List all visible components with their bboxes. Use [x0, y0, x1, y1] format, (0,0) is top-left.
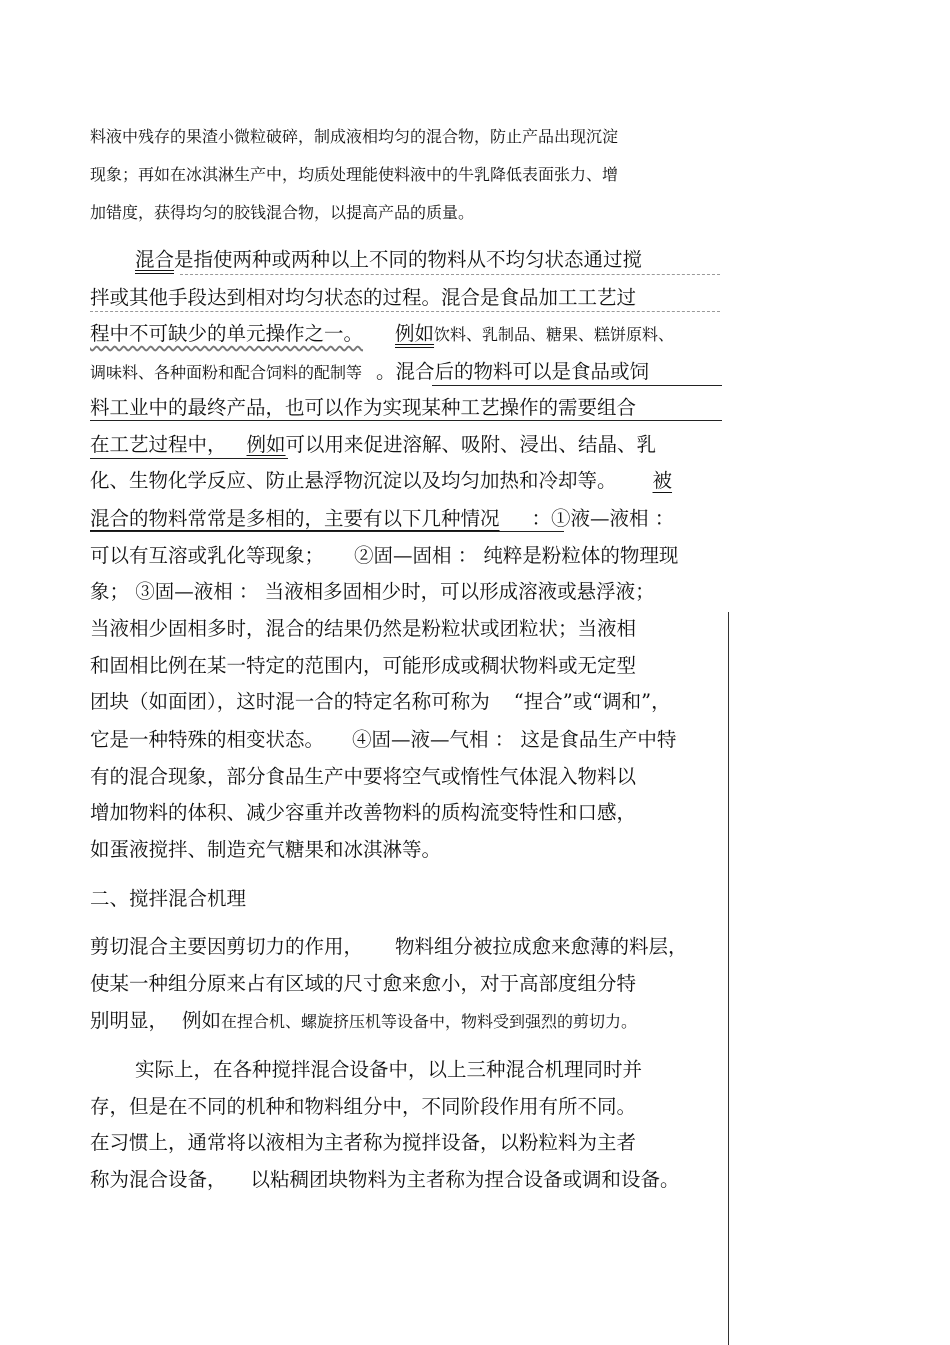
- text-span: 化、生物化学反应、防止悬浮物沉淀以及均匀加热和冷却等。: [90, 469, 617, 492]
- text-line: [90, 205, 474, 221]
- text-line: [90, 582, 655, 602]
- text-span: 存，但是在不同的机种和物料组分中，不同阶段作用有所不同。: [90, 1095, 637, 1118]
- text-span: 如蛋液搅拌、制造充气糖果和冰淇淋等。: [90, 838, 442, 861]
- text-line: [90, 167, 618, 183]
- solid-underline: [90, 458, 288, 459]
- term-mixing: 混合: [135, 248, 175, 271]
- text-line: [90, 509, 674, 529]
- text-line: [90, 129, 618, 145]
- text-line: [90, 362, 649, 382]
- text-span: 别明显，: [90, 1009, 169, 1032]
- text-span: “捏合”或“调和”，: [513, 690, 671, 713]
- text-span: 象； ③固—液相 ： 当液相多固相少时，可以形成溶液或悬浮液；: [90, 580, 655, 603]
- text-span: 。: [376, 360, 396, 383]
- text-span: ②固—固相 ： 纯粹是粉粒体的物理现: [354, 544, 679, 567]
- text-span: 料液中残存的果渣小微粒破碎，制成液相均匀的混合物，防止产品出现沉淀: [90, 127, 619, 146]
- text-line: [90, 840, 441, 860]
- text-span: 有的混合现象，部分食品生产中要将空气或惰性气体混入物料以: [90, 765, 637, 788]
- text-line: [90, 656, 636, 676]
- text-span: 增加物料的体积、减少容重并改善物料的质构流变特性和口感，: [90, 801, 637, 824]
- text-span: ④固—液—气相 ： 这是食品生产中特: [352, 728, 677, 751]
- text-span: 在习惯上，通常将以液相为主者称为搅拌设备，以粉粒料为主者: [90, 1131, 637, 1154]
- text-line: [90, 767, 636, 787]
- text-span: 现象；再如在冰淇淋生产中，均质处理能使料液中的牛乳降低表面张力、增: [90, 165, 619, 184]
- section-heading: [90, 889, 246, 909]
- text-span: 称为混合设备，: [90, 1168, 227, 1191]
- text-line: [90, 288, 636, 308]
- wavy-underline: [180, 274, 720, 275]
- text-span: 使某一种组分原来占有区域的尺寸愈来愈小，对于高部度组分特: [90, 972, 637, 995]
- text-span: 拌或其他手段达到相对均匀状态的过程。混合是食品加工工艺过: [90, 286, 637, 309]
- text-span: 混合后的物料可以是食品或饲: [395, 360, 650, 383]
- text-line: [90, 803, 636, 823]
- heading-text: 二、搅拌混合机理: [90, 887, 247, 910]
- text-span: 在捏合机、螺旋挤压机等设备中，物料受到强烈的剪切力。: [221, 1012, 638, 1031]
- text-span: 实际上，在各种搅拌混合设备中，以上三种混合机理同时并: [135, 1058, 643, 1081]
- text-span: 以粘稠团块物料为主者称为捏合设备或调和设备。: [250, 1168, 680, 1191]
- solid-underline: [90, 420, 722, 421]
- text-span: 加错度，获得均匀的胶钱混合物，以提高产品的质量。: [90, 203, 475, 222]
- text-span: 是指使两种或两种以上不同的物料从不均匀状态通过搅: [174, 248, 643, 271]
- text-line: [90, 619, 636, 639]
- text-span: 物料组分被拉成愈来愈薄的料层，: [395, 935, 688, 958]
- text-line: [90, 471, 672, 491]
- text-line: [90, 1097, 636, 1117]
- text-line: [90, 324, 674, 344]
- text-span: 可以有互溶或乳化等现象；: [90, 544, 325, 567]
- text-span: 料工业中的最终产品，也可以作为实现某种工艺操作的需要组合: [90, 396, 637, 419]
- margin-rule: [728, 612, 729, 1345]
- text-line: [135, 250, 642, 270]
- text-line: [90, 1011, 637, 1031]
- text-line: [90, 1133, 636, 1153]
- text-span: 程中不可缺少的单元操作之一。: [90, 322, 364, 345]
- text-line: [90, 398, 636, 418]
- example-label: 例如: [395, 322, 435, 345]
- text-span: 被: [652, 469, 673, 492]
- text-span: 团块（如面团），这时混一合的特定名称可称为: [90, 690, 490, 713]
- text-line: [90, 1170, 680, 1190]
- text-span: 在工艺过程中，: [90, 433, 227, 456]
- text-span: 剪切混合主要因剪切力的作用，: [90, 935, 364, 958]
- wavy-underline: [90, 311, 720, 312]
- solid-underline: [90, 531, 564, 532]
- text-span: ：①液—液相 ：: [531, 507, 675, 530]
- text-span: 可以用来促进溶解、吸附、浸出、结晶、乳: [285, 433, 657, 456]
- example-label: 例如: [246, 433, 286, 456]
- text-line: [90, 974, 636, 994]
- example-label: 例如: [182, 1009, 222, 1032]
- text-line: [135, 1060, 642, 1080]
- text-line: [90, 435, 656, 455]
- text-line: [90, 546, 678, 566]
- solid-underline: [432, 385, 722, 386]
- text-span: 和固相比例在某一特定的范围内，可能形成或稠状物料或无定型: [90, 654, 637, 677]
- text-line: [90, 730, 676, 750]
- text-span: 调味料、各种面粉和配合饲料的配制等: [90, 363, 363, 382]
- text-span: 混合的物料常常是多相的，主要有以下几种情况: [90, 507, 500, 530]
- text-line: [90, 692, 671, 712]
- text-line: [90, 937, 688, 957]
- text-span: 它是一种特殊的相变状态。: [90, 728, 325, 751]
- text-span: 当液相少固相多时，混合的结果仍然是粉粒状或团粒状；当液相: [90, 617, 637, 640]
- text-span: 饮料、乳制品、糖果、糕饼原料、: [434, 325, 675, 344]
